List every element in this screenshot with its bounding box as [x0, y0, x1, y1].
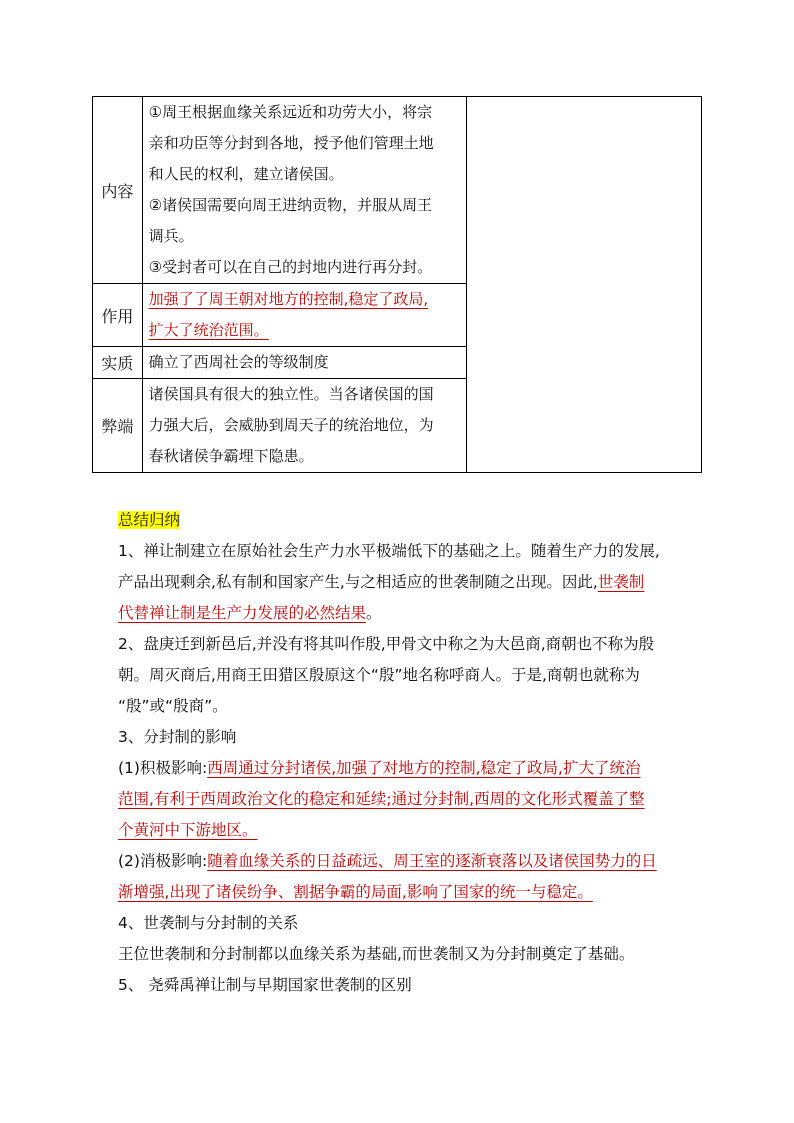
content-line: ①周王根据血缘关系远近和功劳大小，将宗 — [148, 103, 433, 121]
paragraph-4-title: 4、世袭制与分封制的关系 — [118, 914, 299, 932]
summary-section — [118, 505, 698, 1001]
feudal-system-table — [92, 96, 702, 473]
paragraph-5-title: 5、 尧舜禹禅让制与早期国家世袭制的区别 — [118, 976, 412, 994]
content-line: 确立了西周社会的等级制度 — [148, 353, 329, 371]
underlined-text: 代替禅让制是生产力发展的必然结果 — [118, 604, 367, 622]
empty-column — [466, 97, 701, 473]
underlined-text: 扩大了统治范围。 — [148, 321, 269, 339]
paragraph-1-line — [118, 567, 698, 598]
plain-text: 。 — [366, 604, 382, 622]
paragraph-4-line: 王位世袭制和分封制都以血缘关系为基础,而世袭制又为分封制奠定了基础。 — [118, 945, 635, 963]
summary-heading: 总结归纳 — [118, 511, 181, 529]
table-row-content — [93, 97, 702, 284]
positive-impact-line — [118, 815, 698, 846]
content-line: 加强了了周王朝对地方的控制,稳定了政局, — [148, 290, 429, 308]
underlined-text: 西周通过分封诸侯,加强了对地方的控制,稳定了政局,扩大了统治 — [207, 759, 641, 777]
content-line: 和人民的权利，建立诸侯国。 — [148, 165, 344, 183]
positive-impact-line — [118, 784, 698, 815]
row-label: 弊端 — [93, 379, 143, 473]
content-line: 力强大后，会威胁到周天子的统治地位，为 — [148, 416, 434, 434]
positive-impact-line — [118, 753, 698, 784]
underlined-text: 渐增强,出现了诸侯纷争、割据争霸的局面,影响了国家的统一与稳定。 — [118, 883, 593, 901]
content-line: 春秋诸侯争霸埋下隐患。 — [148, 447, 314, 465]
content-line: 调兵。 — [148, 227, 194, 245]
row-label: 实质 — [93, 347, 143, 379]
underlined-text: 范围,有利于西周政治文化的稳定和延续;通过分封制,西周的文化形式覆盖了整 — [118, 790, 645, 808]
summary-heading-line — [118, 505, 698, 536]
content-line: ③受封者可以在自己的封地内进行再分封。 — [148, 258, 433, 276]
content-line: 亲和功臣等分封到各地，授予他们管理土地 — [148, 134, 434, 152]
content-line: 诸侯国具有很大的独立性。当各诸侯国的国 — [148, 385, 434, 403]
content-line: ②诸侯国需要向周王进纳贡物，并服从周王 — [148, 196, 433, 214]
underlined-text: 世袭制 — [597, 573, 645, 591]
row-content — [142, 284, 466, 347]
underlined-text: 随着血缘关系的日益疏远、周王室的逐渐衰落以及诸侯国势力的日 — [207, 852, 657, 870]
row-label: 作用 — [93, 284, 143, 347]
paragraph-1-line — [118, 598, 698, 629]
content-line — [149, 315, 462, 346]
plain-text: (1)积极影响: — [118, 759, 208, 777]
underlined-text: 个黄河中下游地区。 — [118, 821, 258, 839]
paragraph-3-title: 3、分封制的影响 — [118, 728, 237, 746]
row-content — [142, 347, 466, 379]
plain-text: 产品出现剩余,私有制和国家产生,与之相适应的世袭制随之出现。因此, — [118, 573, 598, 591]
paragraph-2-line: “殷”或“殷商”。 — [118, 697, 228, 715]
row-content — [142, 97, 466, 284]
row-content — [142, 379, 466, 473]
negative-impact-line — [118, 877, 698, 908]
plain-text: (2)消极影响: — [118, 852, 208, 870]
negative-impact-line — [118, 846, 698, 877]
paragraph-1-line: 1、禅让制建立在原始社会生产力水平极端低下的基础之上。随着生产力的发展, — [118, 542, 660, 560]
paragraph-2-line: 朝。周灭商后,用商王田猎区殷原这个“殷”地名称呼商人。于是,商朝也就称为 — [118, 666, 640, 684]
row-label: 内容 — [93, 97, 143, 284]
paragraph-2-line: 2、盘庚迁到新邑后,并没有将其叫作殷,甲骨文中称之为大邑商,商朝也不称为殷 — [118, 635, 655, 653]
